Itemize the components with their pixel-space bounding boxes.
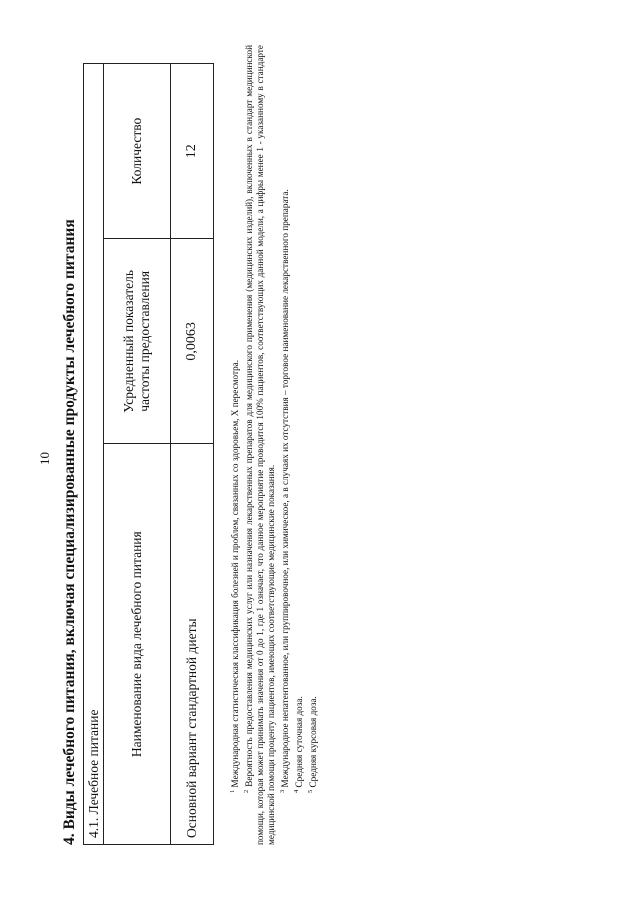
footnote-mark: 4 <box>293 789 301 793</box>
section-number: 4. <box>61 833 78 845</box>
cell-diet-name: Основной вариант стандартной диеты <box>171 444 214 845</box>
cell-quantity: 12 <box>171 64 214 239</box>
footnote-text: Средняя курсовая доза. <box>308 696 319 788</box>
header-frequency: Усредненный показатель частоты предоставления <box>104 239 171 444</box>
table-row <box>171 64 214 845</box>
footnote-5 <box>305 45 319 845</box>
table-subsection-row <box>84 64 104 845</box>
footnotes <box>227 45 319 845</box>
footnote-3 <box>277 45 291 845</box>
table-subsection-title: 4.1. Лечебное питание <box>84 64 104 845</box>
section-title <box>61 219 79 845</box>
footnote-2 <box>241 45 277 845</box>
footnote-text: Вероятность предоставления медицинских услуг или назначения лекарственных препаратов для медицинского применения (медицинских изделий), включенных в стандарт медицинской помощи, которая может принимать значения от 0 до 1, где 1 означает, что данное мероприятие проводится 100% пациентов, соответствующих данной модели, а цифры менее 1 - указанному в стандарте медицинской помощи проценту пациентов, имеющих соответствующие медицинские показания. <box>244 45 277 845</box>
footnote-mark: 3 <box>279 789 287 793</box>
footnote-mark: 5 <box>307 789 315 793</box>
footnote-text: Международное непатентованное, или группировочное, или химическое, а в случаях их отсутствия – торговое наименование лекарственного препарата. <box>280 189 291 788</box>
footnote-1 <box>227 45 241 845</box>
section-title-text: Виды лечебного питания, включая специализированные продукты лечебного питания <box>61 219 78 830</box>
footnote-text: Международная статистическая классификация болезней и проблем, связанных со здоровьем, X пересмотра. <box>230 359 241 788</box>
footnote-text: Средняя суточная доза. <box>294 696 305 788</box>
page-number: 10 <box>37 452 52 465</box>
nutrition-table <box>83 63 214 845</box>
footnote-mark: 1 <box>229 789 236 793</box>
footnote-mark: 2 <box>243 789 251 793</box>
footnote-4 <box>291 45 305 845</box>
header-quantity: Количество <box>104 64 171 239</box>
table-header-row <box>104 64 171 845</box>
cell-frequency: 0,0063 <box>171 239 214 444</box>
header-name: Наименование вида лечебного питания <box>104 444 171 845</box>
